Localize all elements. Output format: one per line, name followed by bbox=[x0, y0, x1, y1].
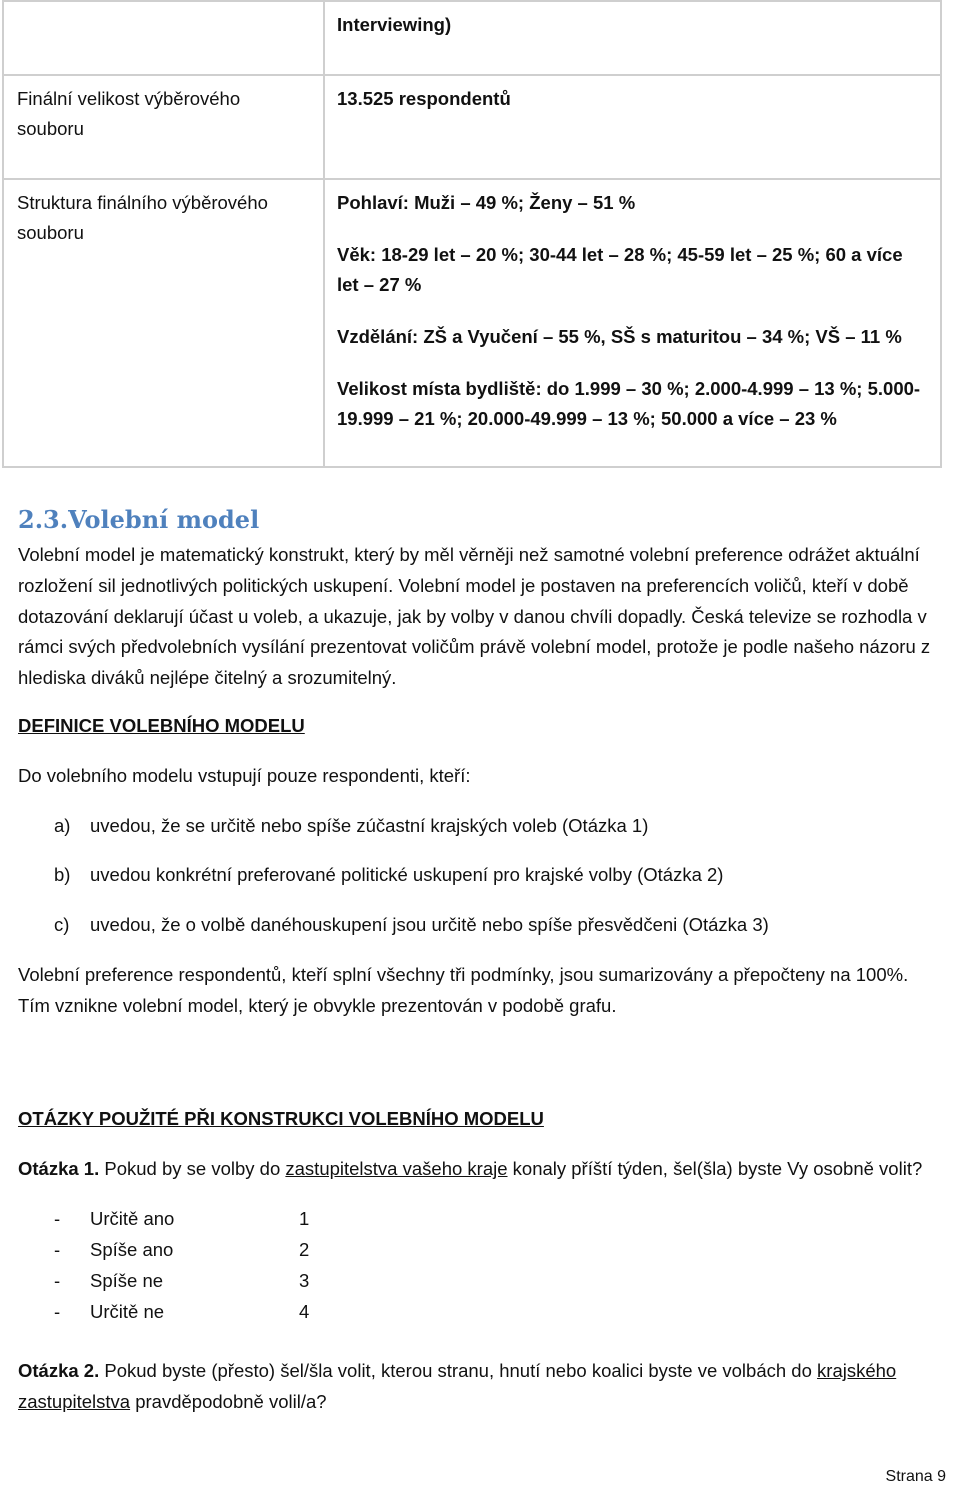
list-marker: a) bbox=[54, 814, 71, 836]
question-2 bbox=[18, 1356, 938, 1418]
questions-heading: OTÁZKY POUŽITÉ PŘI KONSTRUKCI VOLEBNÍHO MODELU bbox=[18, 1107, 544, 1129]
option-code: 4 bbox=[299, 1300, 310, 1322]
table-cell-value: 13.525 respondentů bbox=[324, 75, 941, 179]
question-label: Otázka 1. bbox=[18, 1158, 100, 1180]
definition-lead: Do volebního modelu vstupují pouze respondenti, kteří: bbox=[18, 764, 471, 786]
option-code: 1 bbox=[299, 1208, 310, 1230]
list-marker: c) bbox=[54, 914, 70, 936]
question-1 bbox=[18, 1154, 938, 1185]
option-label: Určitě ano bbox=[90, 1208, 175, 1230]
structure-residence: Velikost místa bydliště: do 1.999 – 30 %; 2.000-4.999 – 13 %; 5.000-19.999 – 21 %; 20.000-49.999 – 13 %; 50.000 a více – 23 % bbox=[337, 378, 921, 429]
section-heading: 2.3.Volební model bbox=[18, 505, 260, 534]
list-item bbox=[18, 1297, 938, 1328]
criteria-list bbox=[18, 811, 938, 941]
table-cell-value bbox=[324, 179, 941, 467]
option-label: Spíše ne bbox=[90, 1269, 164, 1291]
survey-info-table bbox=[2, 0, 942, 468]
question-text: konaly příští týden, šel(šla) byste Vy osobně volit? bbox=[507, 1158, 923, 1180]
question-label: Otázka 2. bbox=[18, 1360, 100, 1382]
intro-paragraph: Volební model je matematický konstrukt, který by měl věrněji než samotné volební preference odrážet aktuální rozložení sil jednotlivých politických uskupení. Volební model je postaven na preferencích voličů, kteří v době dotazování deklarují účast u voleb, a ukazuje, jak by volby v danou chvíli dopadly. Česká televize se rozhodla v rámci svých předvolebních vysílání prezentovat voličům právě volební model, protože je podle našeho názoru z hlediska diváků nejlépe čitelný a srozumitelný. bbox=[18, 544, 931, 689]
option-dash: - bbox=[54, 1208, 61, 1230]
list-marker: b) bbox=[54, 864, 71, 886]
option-code: 2 bbox=[299, 1238, 310, 1260]
page-number: Strana 9 bbox=[885, 1468, 946, 1485]
list-item bbox=[18, 910, 938, 941]
table-row bbox=[3, 1, 941, 75]
question-text: Pokud by se volby do bbox=[99, 1158, 286, 1180]
question-underlined: krajského zastupitelstva bbox=[18, 1360, 897, 1413]
question-text: pravděpodobně volil/a? bbox=[130, 1391, 327, 1413]
list-text: uvedou, že o volbě danéhouskupení jsou určitě nebo spíše přesvědčeni (Otázka 3) bbox=[90, 914, 769, 936]
list-text: uvedou, že se určitě nebo spíše zúčastní krajských voleb (Otázka 1) bbox=[90, 814, 649, 836]
list-text: uvedou konkrétní preferované politické uskupení pro krajské volby (Otázka 2) bbox=[90, 864, 724, 886]
structure-age: Věk: 18-29 let – 20 %; 30-44 let – 28 %; 45-59 let – 25 %; 60 a více let – 27 % bbox=[337, 244, 903, 295]
structure-gender: Pohlaví: Muži – 49 %; Ženy – 51 % bbox=[337, 192, 636, 213]
option-dash: - bbox=[54, 1238, 61, 1260]
table-cell-label bbox=[3, 1, 324, 75]
table-cell-label: Finální velikost výběrového souboru bbox=[3, 75, 324, 179]
option-dash: - bbox=[54, 1300, 61, 1322]
option-label: Spíše ano bbox=[90, 1238, 174, 1260]
table-cell-value: Interviewing) bbox=[324, 1, 941, 75]
list-item bbox=[18, 1266, 938, 1297]
definition-heading: DEFINICE VOLEBNÍHO MODELU bbox=[18, 714, 305, 736]
list-item bbox=[18, 811, 938, 842]
option-code: 3 bbox=[299, 1269, 310, 1291]
table-row bbox=[3, 179, 941, 467]
option-label: Určitě ne bbox=[90, 1300, 165, 1322]
answer-options bbox=[18, 1204, 938, 1327]
question-text: Pokud byste (přesto) šel/šla volit, kterou stranu, hnutí nebo koalici byste ve volbách do bbox=[99, 1360, 818, 1382]
list-item bbox=[18, 1235, 938, 1266]
question-underlined: zastupitelstva vašeho kraje bbox=[285, 1158, 508, 1180]
option-dash: - bbox=[54, 1269, 61, 1291]
list-item bbox=[18, 1204, 938, 1235]
structure-education: Vzdělání: ZŠ a Vyučení – 55 %, SŠ s maturitou – 34 %; VŠ – 11 % bbox=[337, 326, 902, 347]
main-content bbox=[18, 500, 938, 1418]
summary-paragraph: Volební preference respondentů, kteří splní všechny tři podmínky, jsou sumarizovány a přepočteny na 100%. Tím vznikne volební model, který je obvykle prezentován v podobě grafu. bbox=[18, 963, 909, 1016]
table-cell-label: Struktura finálního výběrového souboru bbox=[3, 179, 324, 467]
list-item bbox=[18, 860, 938, 891]
table-row bbox=[3, 75, 941, 179]
